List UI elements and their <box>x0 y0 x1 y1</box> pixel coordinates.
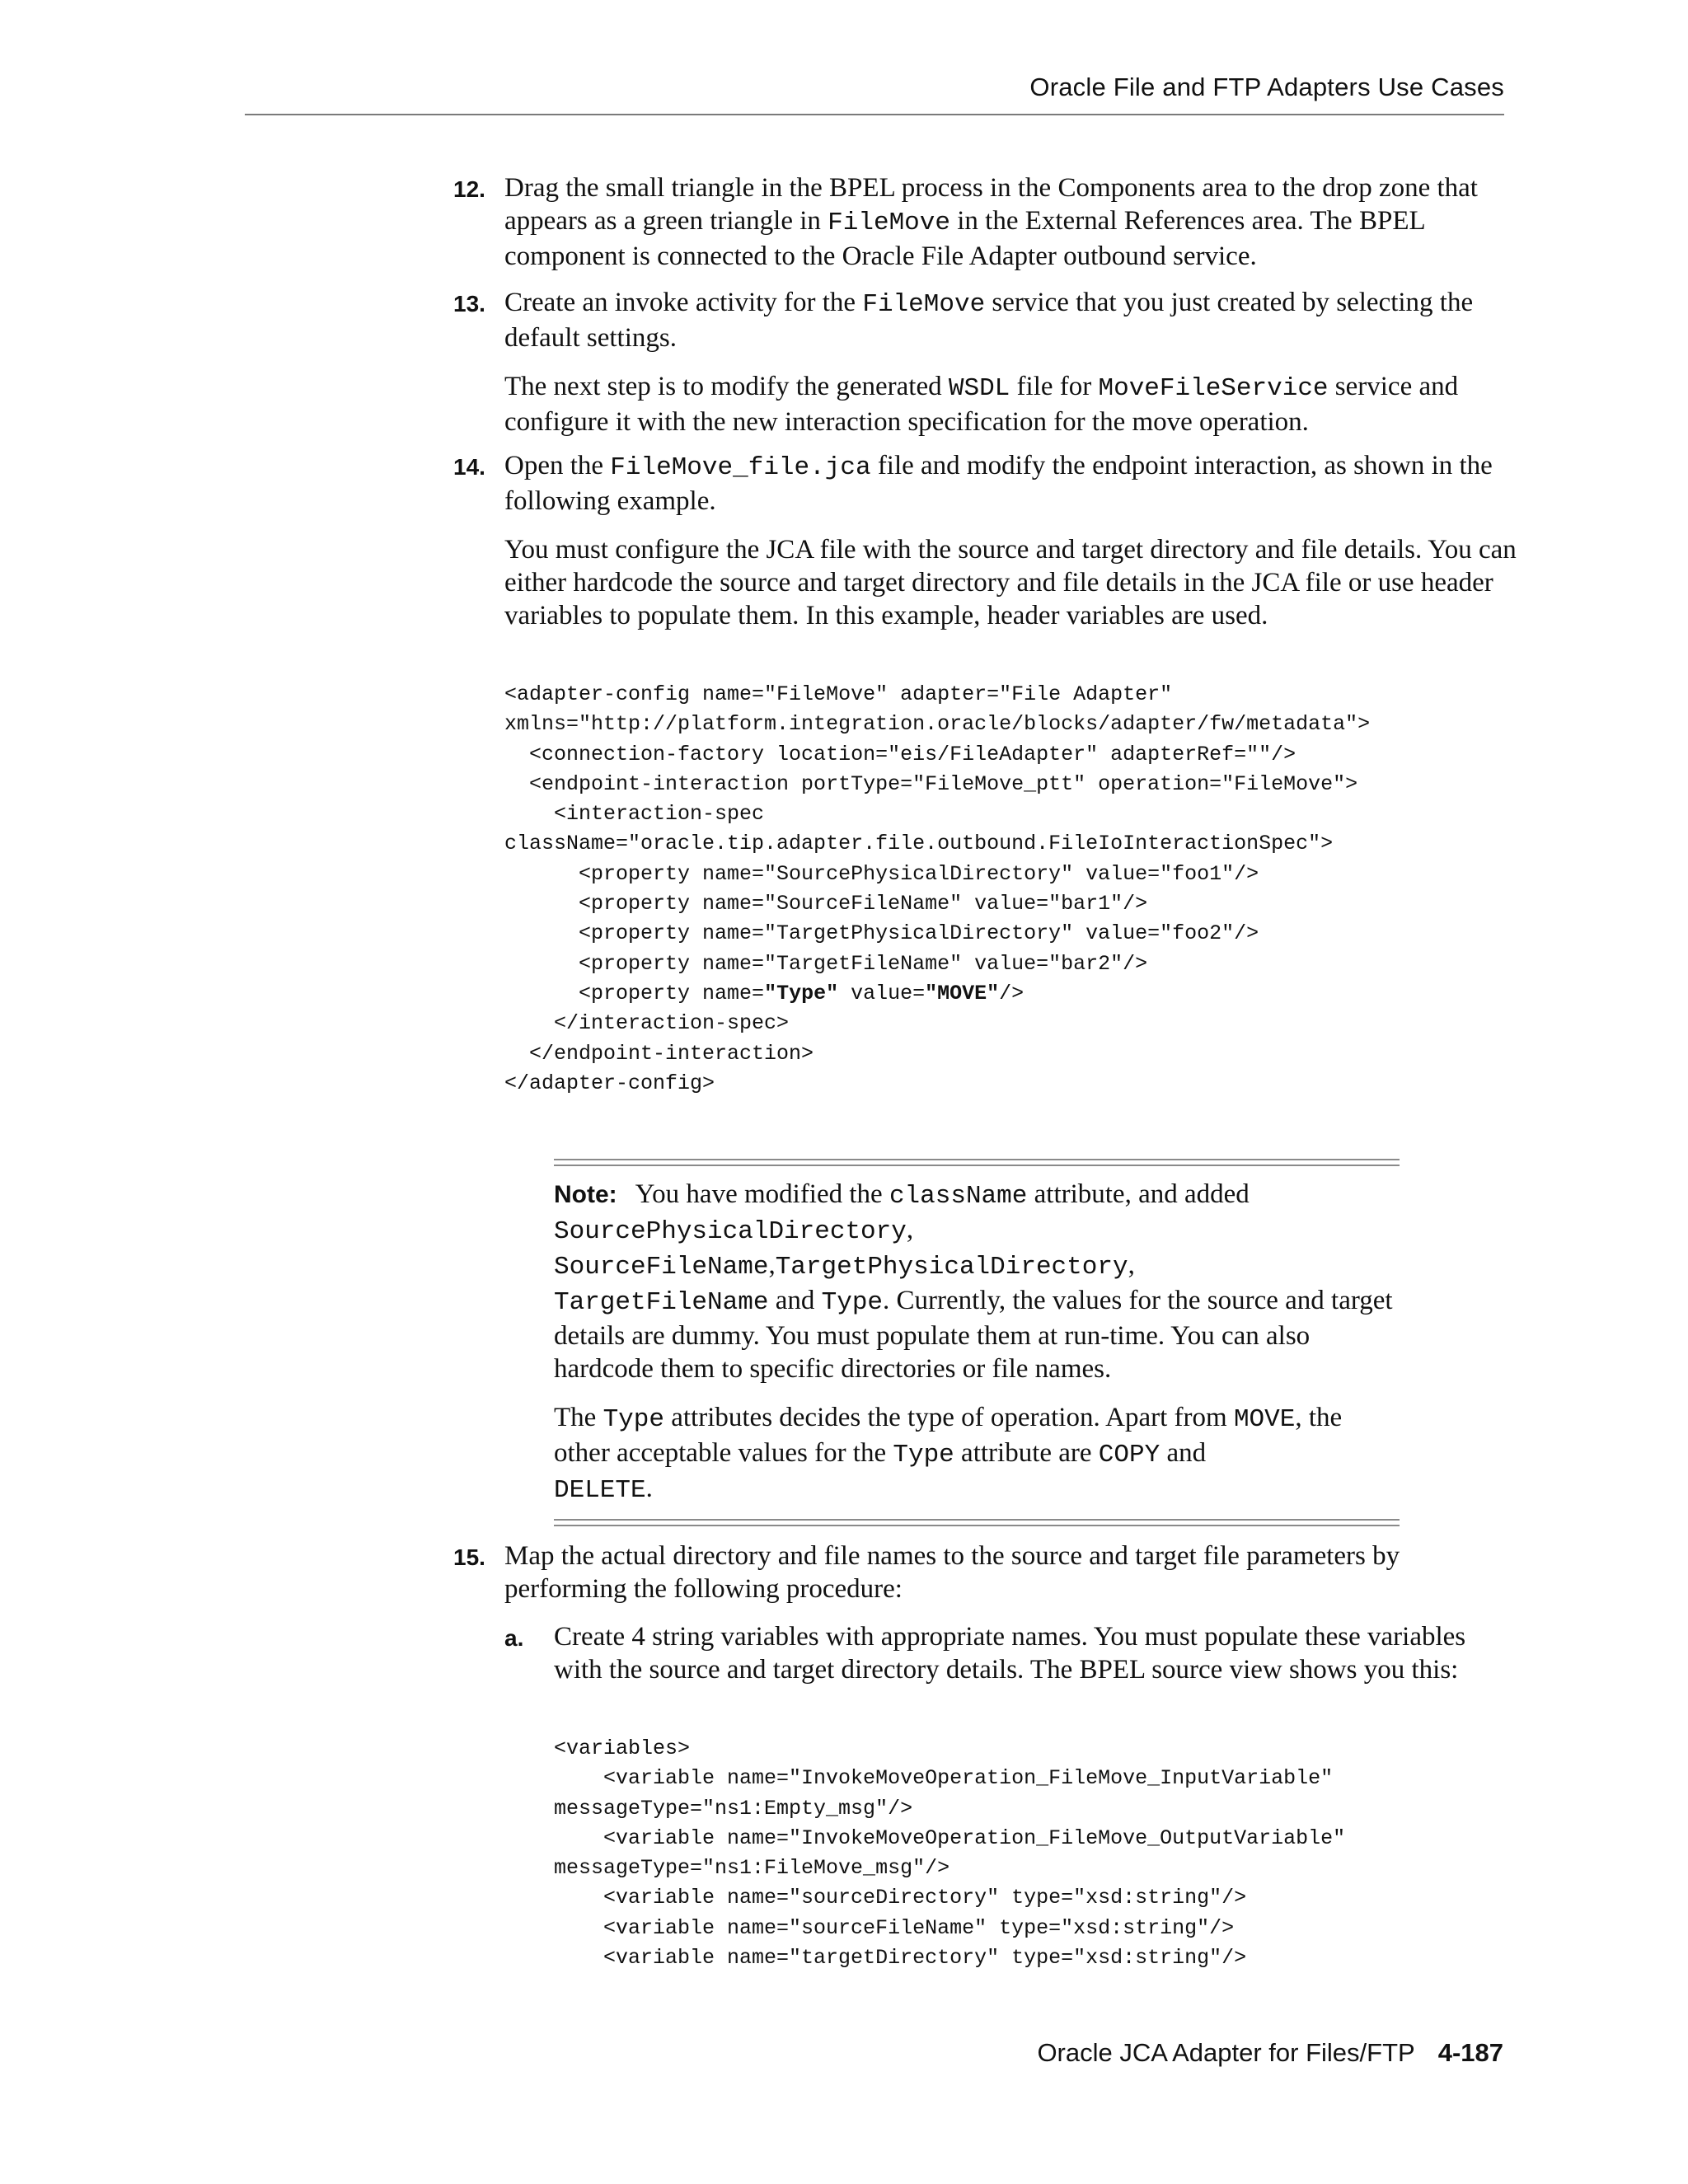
step-text: Open the FileMove_file.jca file and modify the endpoint interaction, as shown in the following example. <box>504 451 1493 516</box>
running-header: Oracle File and FTP Adapters Use Cases <box>1029 73 1504 101</box>
step-number: 14. <box>453 454 485 480</box>
note-top-rule <box>554 1159 1400 1166</box>
jca-code-block: <adapter-config name="FileMove" adapter="File Adapter" xmlns="http://platform.integration.oracle/blocks/adapter/fw/metadata"> <connection-factory location="eis/FileAdapter" adapterRef=""/> <endpoint-interaction portType="FileMove_ptt" operation="FileMove"> <interaction-spec className="oracle.tip.adapter.file.outbound.FileIoInteractionSpec"> <property name="SourcePhysicalDirectory" value="foo1"/> <property name="SourceFileName" value="bar1"/> <property name="TargetPhysicalDirectory" value="foo2"/> <property name="TargetFileName" value="bar2"/> <property name="Type" value="MOVE"/> </interaction-spec> </endpoint-interaction> </adapter-config> <box>504 682 1371 1095</box>
step-number: 13. <box>453 291 485 316</box>
substep-text: Create 4 string variables with appropriate names. You must populate these variables with the source and target directory details. The BPEL source view shows you this: <box>554 1622 1466 1685</box>
footer-book-title: Oracle JCA Adapter for Files/FTP <box>1037 2038 1415 2067</box>
variables-code-block: <variables> <variable name="InvokeMoveOperation_FileMove_InputVariable" messageType="ns1:Empty_msg"/> <variable name="InvokeMoveOperation_FileMove_OutputVariable" messageType="ns1:FileMove_msg"/> <variable name="sourceDirectory" type="xsd:string"/> <variable name="sourceFileName" type="xsd:string"/> <variable name="targetDirectory" type="xsd:string"/> <box>554 1736 1346 1971</box>
step-text: Create an invoke activity for the FileMove service that you just created by selecting the default settings. <box>504 288 1474 353</box>
note-label: Note: <box>554 1181 617 1208</box>
step-13 <box>453 286 1518 438</box>
page-number: 4-187 <box>1437 2038 1503 2067</box>
header-rule <box>245 114 1504 115</box>
note-bottom-rule <box>554 1519 1400 1526</box>
step-number: 15. <box>453 1544 485 1570</box>
note-box <box>554 1159 1400 1526</box>
note-text: Note: You have modified the className attribute, and added SourcePhysicalDirectory, SourceFileName,TargetPhysicalDirectory, TargetFileName and Type. Currently, the values for the source and target details are dummy. You must populate them at run-time. You can also hardcode them to specific directories or file names. <box>554 1179 1393 1384</box>
step-15a <box>504 1620 1518 1686</box>
step-text: Drag the small triangle in the BPEL process in the Components area to the drop zone that appears as a green triangle in FileMove in the External References area. The BPEL component is connected to the Oracle File Adapter outbound service. <box>504 173 1478 271</box>
step-12 <box>453 171 1518 273</box>
step-14 <box>453 449 1518 632</box>
step-15 <box>453 1540 1518 1605</box>
step-text: Map the actual directory and file names to the source and target file parameters by performing the following procedure: <box>504 1541 1400 1604</box>
step-number: 12. <box>453 176 485 202</box>
substep-letter: a. <box>504 1625 524 1651</box>
step-paragraph: The next step is to modify the generated WSDL file for MoveFileService service and configure it with the new interaction specification for the move operation. <box>504 372 1459 437</box>
step-paragraph: You must configure the JCA file with the source and target directory and file details. You can either hardcode the source and target directory and file details in the JCA file or use header variables to populate them. In this example, header variables are used. <box>504 535 1517 630</box>
page-footer <box>1037 2038 1503 2068</box>
note-paragraph: The Type attributes decides the type of operation. Apart from MOVE, the other acceptable values for the Type attribute are COPY and DELETE. <box>554 1403 1343 1505</box>
